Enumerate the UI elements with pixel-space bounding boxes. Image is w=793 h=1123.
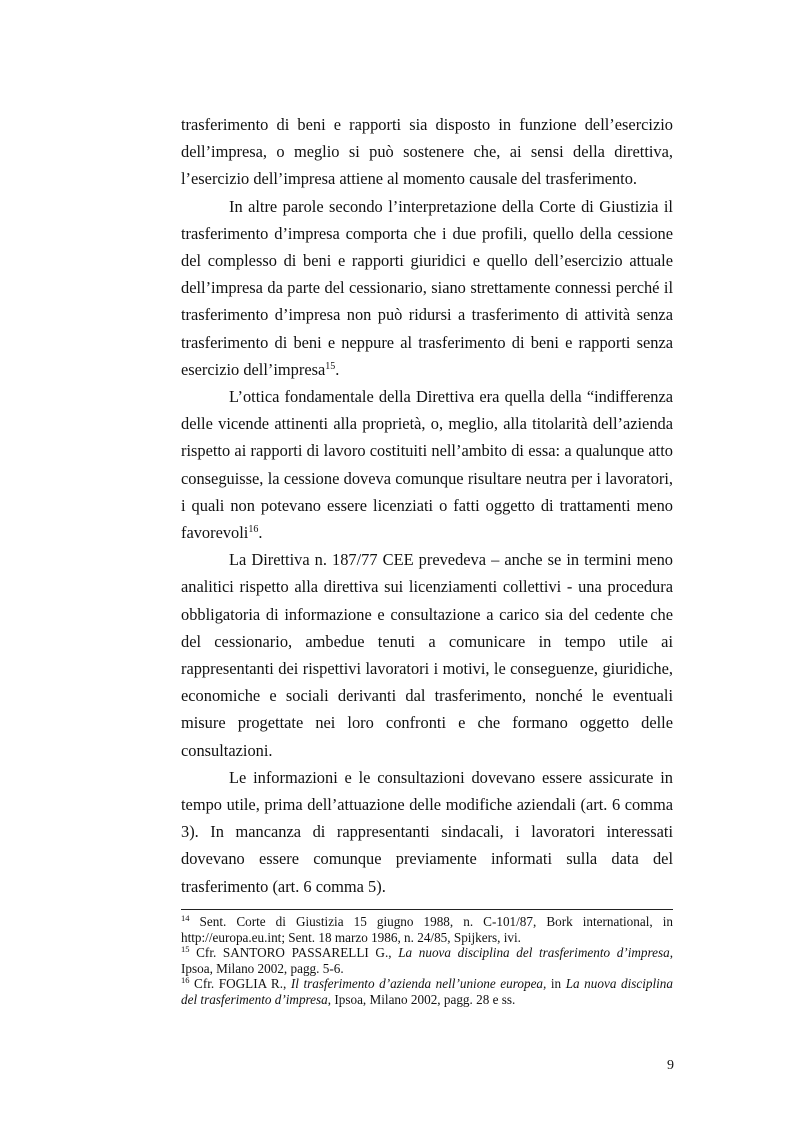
footnote-ref-16[interactable]: 16	[248, 524, 259, 536]
paragraph-3-end: .	[258, 523, 263, 543]
paragraph-3	[181, 383, 673, 546]
footnote-16-mid: in	[546, 976, 566, 992]
footnote-number-16: 16	[181, 975, 190, 986]
paragraph-2	[181, 193, 673, 383]
page-number: 9	[667, 1058, 674, 1073]
footnote-14-text: Sent. Corte di Giustizia 15 giugno 1988, n. C-101/87, Bork international, in http://europa.eu.int; Sent. 18 marzo 1986, n. 24/85, Spijkers, ivi.	[181, 914, 673, 945]
body-text	[181, 111, 673, 900]
footnote-separator	[181, 909, 673, 910]
footnote-16-title: Il trasferimento d’azienda nell’unione europea,	[290, 976, 547, 992]
footnote-16	[181, 976, 673, 1007]
paragraph-2-text: In altre parole secondo l’interpretazione della Corte di Giustizia il trasferimento d’impresa comporta che i due profili, quello della cessione del complesso di beni e rapporti giuridici e quello dell’esercizio attuale dell’impresa da parte del cessionario, siano strettamente connessi perché il trasferimento d’impresa non può ridursi a trasferimento di attività senza trasferimento di beni e neppure al trasferimento di beni e rapporti senza esercizio dell’impresa	[181, 196, 673, 379]
footnote-16-pre: Cfr. FOGLIA R.,	[189, 976, 291, 992]
footnote-16-post: , Ipsoa, Milano 2002, pagg. 28 e ss.	[327, 991, 516, 1007]
footnote-number-14: 14	[181, 913, 190, 923]
paragraph-4: La Direttiva n. 187/77 CEE prevedeva – anche se in termini meno analitici rispetto alla direttiva sui licenziamenti collettivi - una procedura obbligatoria di informazione e consultazione a carico sia del cedente che del cessionario, ambedue tenuti a comunicare in tempo utile ai rappresentanti dei rispettivi lavoratori i motivi, le conseguenze, giuridiche, economiche e sociali derivanti dal trasferimento, nonché le eventuali misure progettate nei loro confronti e che formano oggetto delle consultazioni.	[181, 550, 673, 760]
paragraph-2-end: .	[335, 359, 340, 379]
paragraph-5: Le informazioni e le consultazioni dovevano essere assicurate in tempo utile, prima dell’attuazione delle modifiche aziendali (art. 6 comma 3). In mancanza di rappresentanti sindacali, i lavoratori interessati dovevano essere comunque previamente informati sulla data del trasferimento (art. 6 comma 5).	[181, 767, 673, 896]
footnotes	[181, 914, 673, 1008]
footnote-ref-15[interactable]: 15	[325, 360, 336, 372]
footnote-15-title: La nuova disciplina del trasferimento d’impresa	[398, 945, 670, 961]
footnote-16-title2: La nuova disciplina del trasferimento d’impresa	[181, 976, 673, 1007]
footnote-14	[181, 914, 673, 945]
paragraph-1: trasferimento di beni e rapporti sia disposto in funzione dell’esercizio dell’impresa, o meglio si può sostenere che, ai sensi della direttiva, l’esercizio dell’impresa attiene al momento causale del trasferimento.	[181, 115, 673, 189]
footnote-15-post: , Ipsoa, Milano 2002, pagg. 5-6.	[181, 945, 673, 976]
footnote-number-15: 15	[181, 944, 190, 955]
paragraph-3-text: L’ottica fondamentale della Direttiva era quella della “indifferenza delle vicende attinenti alla proprietà, o, meglio, alla titolarità dell’azienda rispetto ai rapporti di lavoro costituiti nell’ambito di essa: a qualunque atto conseguisse, la cessione doveva comunque risultare neutra per i lavoratori, i quali non potevano essere licenziati o fatti oggetto di trattamenti meno favorevoli	[181, 387, 673, 543]
footnote-15	[181, 945, 673, 976]
footnote-15-pre: Cfr. SANTORO PASSARELLI G.,	[189, 945, 399, 961]
